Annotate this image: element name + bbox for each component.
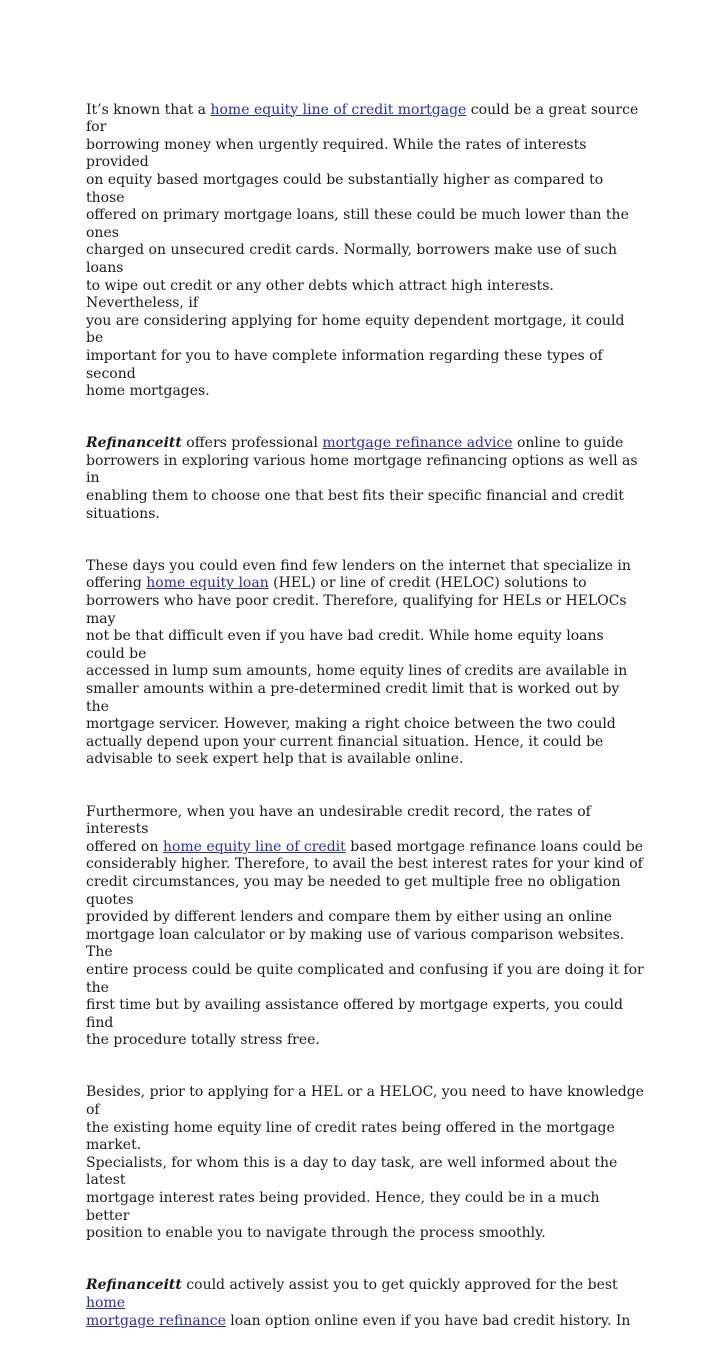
link-home-equity-line-of-credit-mortgage[interactable]: home equity line of credit mortgage — [210, 101, 467, 118]
paragraph-text: offers professional — [181, 435, 323, 452]
paragraph-refinanceitt-advice — [86, 418, 646, 524]
paragraph-lenders-bad-credit — [86, 540, 646, 769]
paragraph-text: (HEL) or line of credit (HELOC) solutions to borrowers who have poor credit. Therefore, qualifying for HELs or HELOCs may not be that difficult even if you have bad credit. While home equity loans could be accessed in lump sum amounts, home equity lines of credits are available in smaller amounts within a pre-determined credit limit that is worked out by the mortgage servicer. However, making a right choice between the two could actually depend upon your current financial situation. Hence, it could be advisable to seek expert help that is available online. — [86, 575, 628, 768]
brand-name: Refinanceitt — [86, 435, 182, 452]
paragraph-text: could be a great source for borrowing money when urgently required. While the rates of interests provided on equity based mortgages could be substantially higher as compared to those offered on primary mortgage loans, still these could be much lower than the ones charged on unsecured credit cards. Normally, borrowers make use of such loans to wipe out credit or any other debts which attract high interests. Nevertheless, if you are considering applying for home equity dependent mortgage, it could be important for you to have complete information regarding these types of second home mortgages. — [86, 101, 639, 400]
paragraph-text: These days you could even find few lenders on the internet that specialize in offering — [86, 557, 631, 592]
paragraph-text: It’s known that a — [86, 101, 211, 118]
link-home-equity-loan[interactable]: home equity loan — [146, 575, 269, 592]
paragraph-refinanceitt-assist — [86, 1260, 646, 1330]
paragraph-text: online to guide borrowers in exploring various home mortgage refinancing options as well as in enabling them to choose one that best fits their specific financial and credit situations. — [86, 435, 638, 522]
document-page — [86, 84, 646, 1347]
paragraph-text: Furthermore, when you have an undesirable credit record, the rates of interests offered on — [86, 803, 591, 855]
paragraph-hel-heloc-knowledge — [86, 1067, 646, 1243]
paragraph-interest-rates — [86, 786, 646, 1050]
paragraph-text: based mortgage refinance loans could be considerably higher. Therefore, to avail the best interest rates for your kind of credit circumstances, you may be needed to get multiple free no obligation quotes provided by different lenders and compare them by either using an online mortgage loan calculator or by making use of various comparison websites. The entire process could be quite complicated and confusing if you are doing it for the first time but by availing assistance offered by mortgage experts, you could find the procedure totally stress free. — [86, 838, 644, 1049]
link-home-mortgage-refinance[interactable]: home mortgage refinance — [86, 1295, 226, 1329]
paragraph-home-equity-intro — [86, 84, 646, 401]
link-mortgage-refinance-advice[interactable]: mortgage refinance advice — [322, 435, 513, 452]
paragraph-text: loan option online even if you have bad credit history. In — [225, 1312, 631, 1329]
paragraph-text: Besides, prior to applying for a HEL or a HELOC, you need to have knowledge of the existing home equity line of credit rates being offered in the mortgage market. Specialists, for whom this is a day to day task, are well informed about the latest mortgage interest rates being provided. Hence, they could be in a much better position to enable you to navigate through the process smoothly. — [86, 1084, 644, 1242]
paragraph-text: could actively assist you to get quickly approved for the best — [181, 1277, 618, 1294]
link-home-equity-line-of-credit[interactable]: home equity line of credit — [162, 838, 346, 855]
brand-name: Refinanceitt — [86, 1277, 182, 1294]
